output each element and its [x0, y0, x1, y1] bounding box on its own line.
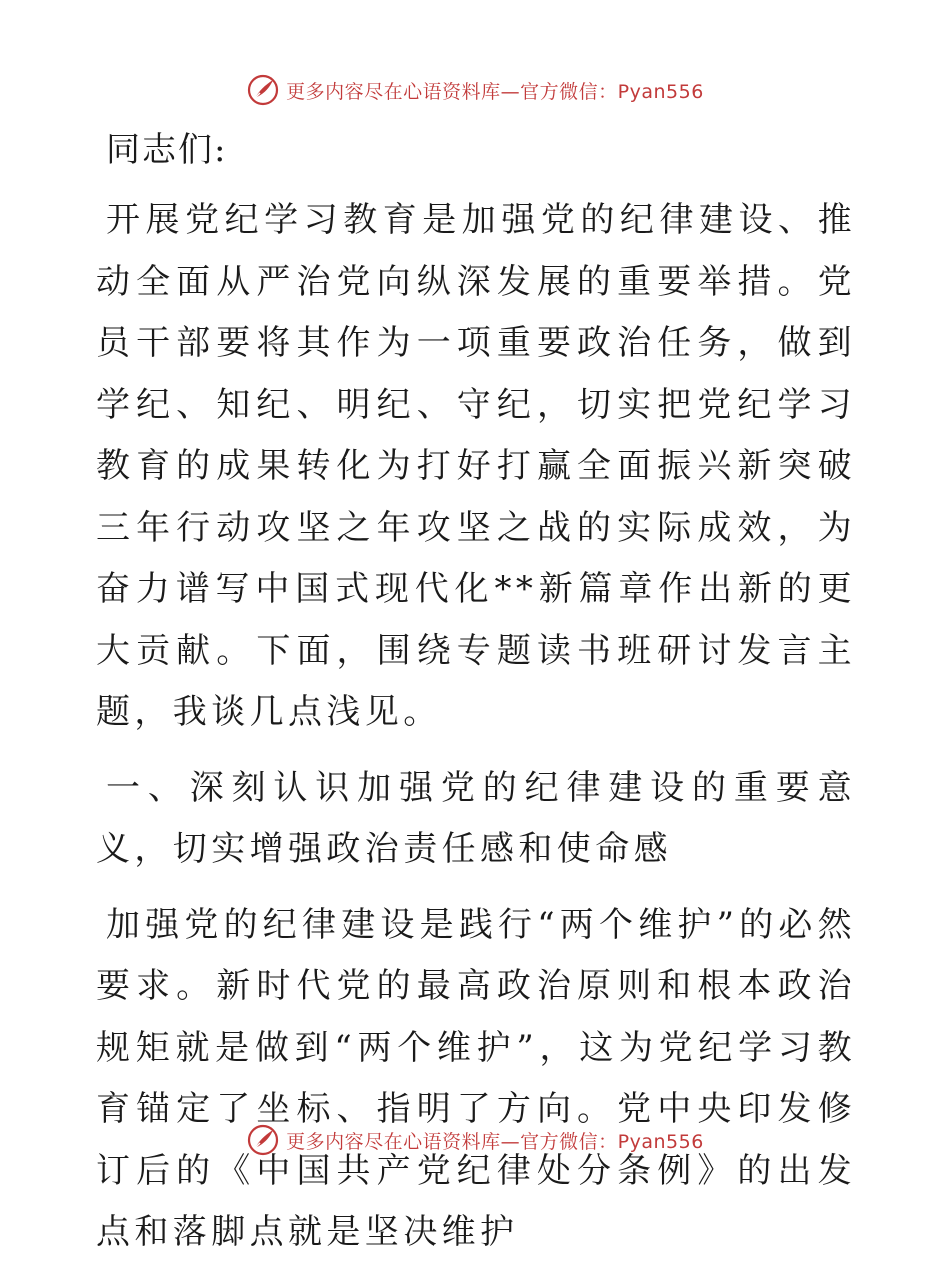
footer-watermark: [0, 1120, 950, 1160]
section-heading-one: 一、深刻认识加强党的纪律建设的重要意义，切实增强政治责任感和使命感: [96, 767, 856, 869]
salutation: 同志们:: [106, 130, 228, 170]
quill-logo-icon: [246, 73, 280, 107]
body-paragraph-discipline: 加强党的纪律建设是践行“两个维护”的必然要求。新时代党的最高政治原则和根本政治规矩就是做到“两个维护”，这为党纪学习教育锚定了坐标、指明了方向。党中央印发修订后的《中国共产党纪律处分条例》的出发点和落脚点就是坚决维护: [96, 904, 856, 1252]
body-paragraph-intro: 开展党纪学习教育是加强党的纪律建设、推动全面从严治党向纵深发展的重要举措。党员干部要将其作为一项重要政治任务，做到学纪、知纪、明纪、守纪，切实把党纪学习教育的成果转化为打好打赢全面振兴新突破三年行动攻坚之年攻坚之战的实际成效，为奋力谱写中国式现代化**新篇章作出新的更大贡献。下面，围绕专题读书班研讨发言主题，我谈几点浅见。: [96, 200, 856, 732]
watermark-text: 更多内容尽在心语资料库—官方微信：Pyan556: [286, 80, 704, 103]
header-watermark: [0, 70, 950, 110]
document-body: [96, 124, 856, 1278]
watermark-text: 更多内容尽在心语资料库—官方微信：Pyan556: [286, 1130, 704, 1153]
quill-logo-icon: [246, 1123, 280, 1157]
